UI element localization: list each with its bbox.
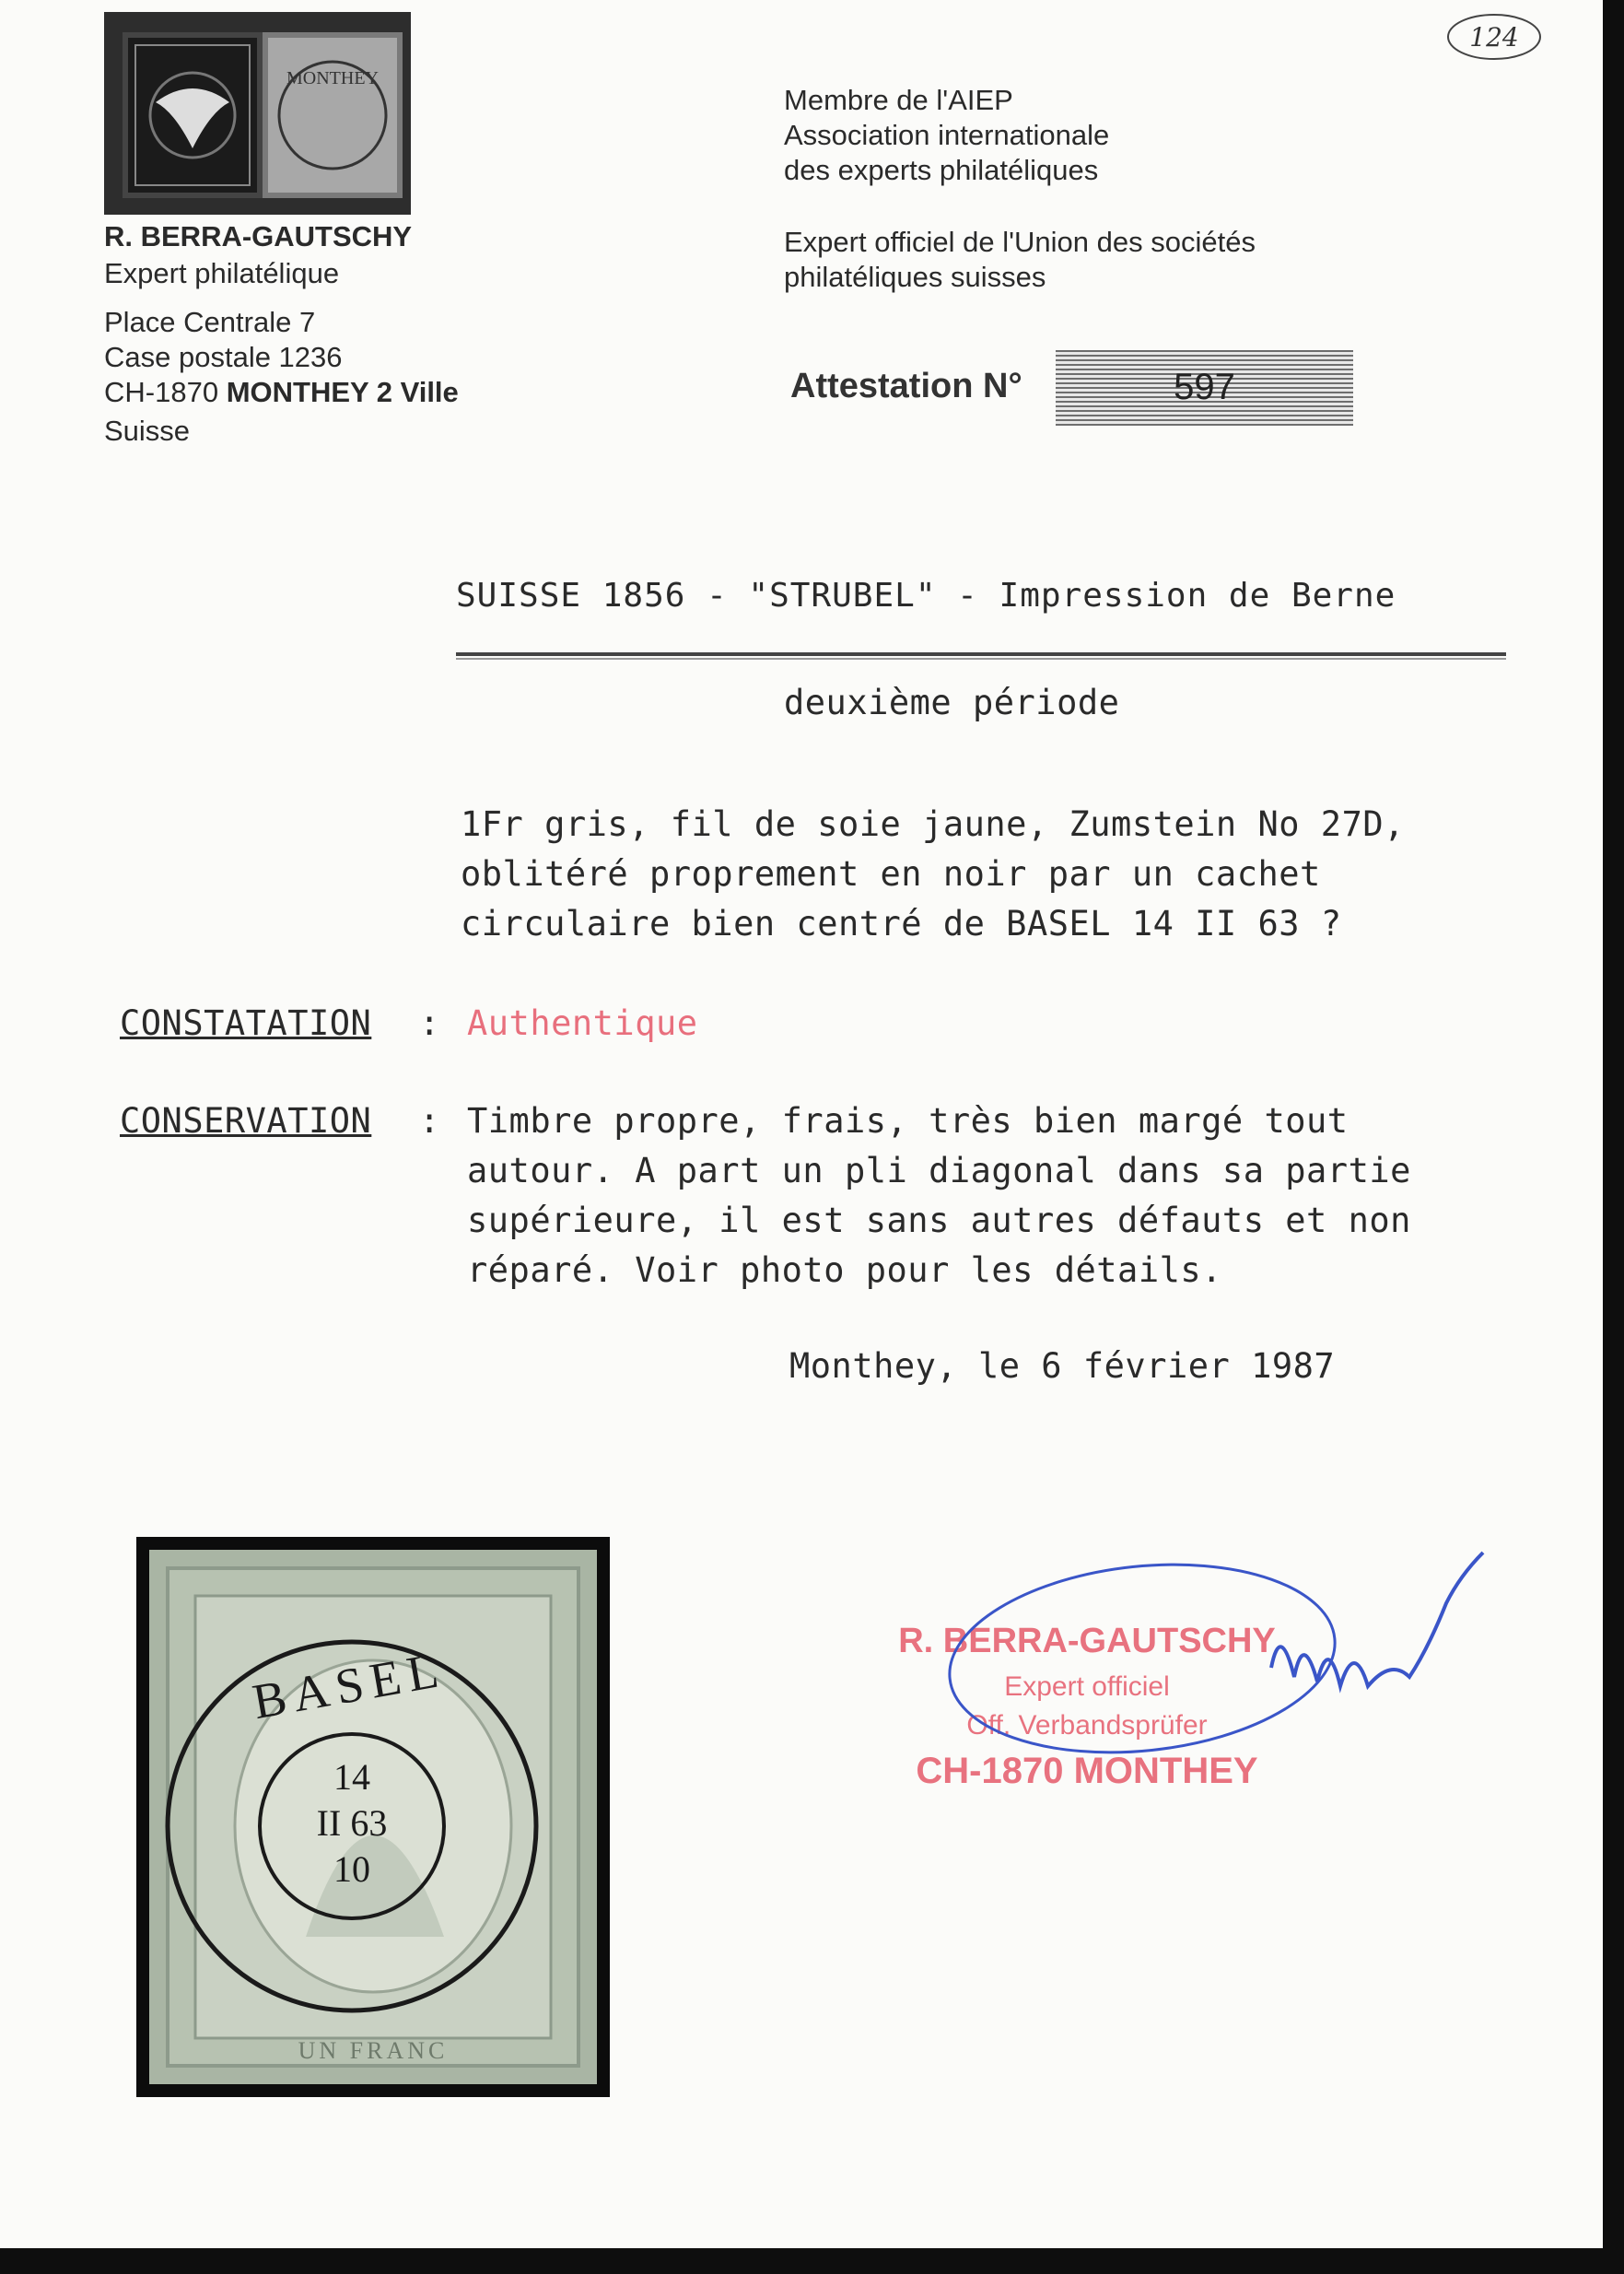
description-line-3: circulaire bien centré de BASEL 14 II 63 ? <box>461 904 1342 944</box>
expert-stamp-line-3: Off. Verbandsprüfer <box>966 1710 1208 1741</box>
affiliation-line-1: Membre de l'AIEP <box>784 84 1013 116</box>
subject-subtitle: deuxième période <box>784 683 1120 722</box>
constatation-separator: : <box>419 1003 440 1043</box>
basel-dove-stamp-image <box>123 32 263 198</box>
conservation-line-4: réparé. Voir photo pour les détails. <box>467 1250 1222 1290</box>
attestation-label: Attestation N° <box>790 367 1022 405</box>
expert-role: Expert philatélique <box>104 257 340 289</box>
conservation-line-2: autour. A part un pli diagonal dans sa partie <box>467 1151 1411 1190</box>
svg-text:124: 124 <box>1469 22 1519 53</box>
address-line-2: Case postale 1236 <box>104 341 343 373</box>
subject-title: SUISSE 1856 - "STRUBEL" - Impression de Berne <box>456 577 1396 615</box>
affiliation-line-5: philatéliques suisses <box>784 261 1046 293</box>
title-divider-shadow <box>456 658 1506 660</box>
stamp-photo <box>136 1537 610 2097</box>
conservation-line-1: Timbre propre, frais, très bien margé tout <box>467 1101 1349 1141</box>
affiliation-line-4: Expert officiel de l'Union des sociétés <box>784 226 1256 258</box>
stamp-frame-text: UN FRANC <box>298 2037 449 2064</box>
conservation-line-3: supérieure, il est sans autres défauts et non <box>467 1201 1411 1240</box>
affiliation-line-2: Association internationale <box>784 119 1110 151</box>
conservation-label: CONSERVATION <box>120 1101 372 1141</box>
conservation-separator: : <box>419 1101 440 1141</box>
expert-stamp-line-2: Expert officiel <box>1004 1671 1170 1702</box>
monthey-postmark-image <box>263 32 403 198</box>
constatation-value: Authentique <box>467 1003 698 1043</box>
attestation-number: 597 <box>1174 367 1235 407</box>
strubel-stamp-image <box>149 1550 597 2084</box>
address-line-1: Place Centrale 7 <box>104 306 316 338</box>
expert-stamp-line-1: R. BERRA-GAUTSCHY <box>898 1622 1276 1660</box>
address-line-3: CH-1870 MONTHEY 2 Ville <box>104 376 459 408</box>
expert-signature <box>930 1548 1501 1788</box>
svg-text:II 63: II 63 <box>316 1802 388 1844</box>
description-line-1: 1Fr gris, fil de soie jaune, Zumstein No 27D, <box>461 804 1405 844</box>
postmark-city: BASEL <box>248 1641 450 1730</box>
expert-name: R. BERRA-GAUTSCHY <box>104 220 413 252</box>
svg-text:14: 14 <box>333 1756 370 1798</box>
address-line-4: Suisse <box>104 415 191 447</box>
affiliation-line-3: des experts philatéliques <box>784 154 1099 186</box>
svg-text:10: 10 <box>333 1848 370 1890</box>
place-date: Monthey, le 6 février 1987 <box>789 1346 1336 1386</box>
title-divider <box>456 652 1506 656</box>
expert-stamp-line-4: CH-1870 MONTHEY <box>916 1751 1258 1791</box>
description-line-2: oblitéré proprement en noir par un cachet <box>461 854 1321 894</box>
logo-caption: MONTHEY <box>286 68 379 88</box>
constatation-label: CONSTATATION <box>120 1003 372 1043</box>
handwritten-reference <box>1444 9 1544 64</box>
header-logo <box>104 12 411 215</box>
